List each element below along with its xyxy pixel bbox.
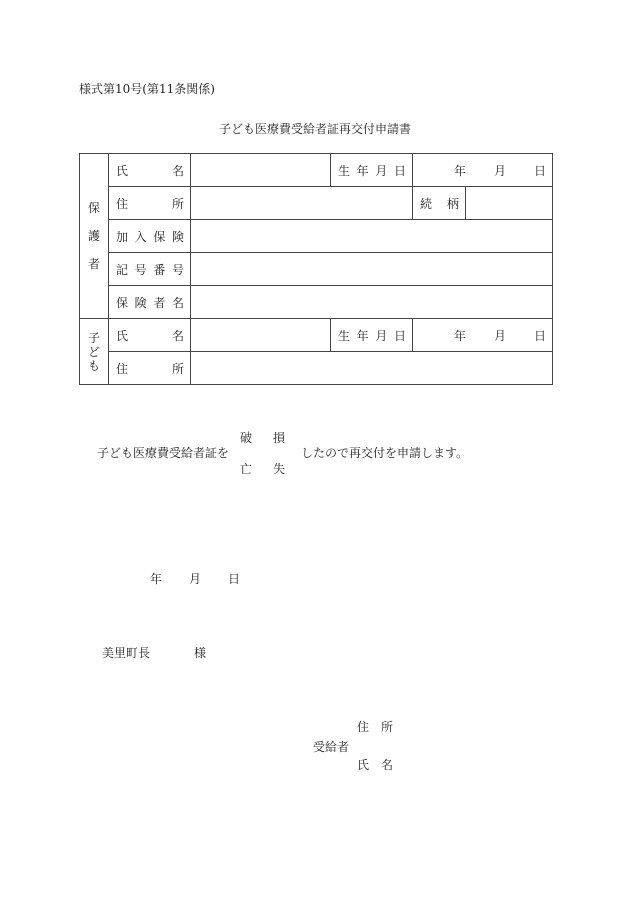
insured-name-label: 保 険 者 名	[109, 286, 191, 319]
insured-name-row	[80, 286, 553, 319]
option-loss[interactable]: 亡 失	[240, 462, 286, 476]
addressee: 美里町長 様	[102, 646, 207, 660]
applicant-name-label: 氏 名	[357, 758, 394, 772]
applicant-address-label: 住 所	[357, 720, 394, 734]
child-birthdate-label: 生 年 月 日	[331, 319, 413, 352]
relationship-label: 続 柄	[413, 187, 466, 220]
form-title: 子ども医療費受給者証再交付申請書	[218, 122, 411, 136]
guardian-birthdate-field[interactable]: 年 月 日	[413, 154, 553, 187]
relationship-field[interactable]	[466, 187, 553, 220]
child-birthdate-field[interactable]: 年 月 日	[413, 319, 553, 352]
recipient-label: 受給者	[313, 740, 350, 754]
child-name-field[interactable]	[191, 319, 331, 352]
guardian-side-label: 保 護 者	[80, 154, 109, 319]
symbol-number-label: 記 号 番 号	[109, 253, 191, 286]
statement-suffix: したので再交付を申請します。	[301, 446, 469, 460]
insurance-row	[80, 220, 553, 253]
guardian-address-label: 住 所	[109, 187, 191, 220]
child-address-label: 住 所	[109, 352, 191, 385]
guardian-address-field[interactable]	[191, 187, 413, 220]
guardian-address-row	[80, 187, 553, 220]
form-number: 様式第10号(第11条関係)	[79, 82, 215, 96]
guardian-birthdate-label: 生 年 月 日	[331, 154, 413, 187]
child-side-label: 子 ど も	[80, 319, 109, 385]
guardian-name-field[interactable]	[191, 154, 331, 187]
statement-prefix: 子ども医療費受給者証を	[97, 446, 230, 460]
symbol-number-field[interactable]	[191, 253, 553, 286]
application-date: 年 月 日	[150, 572, 241, 586]
child-address-field[interactable]	[191, 352, 553, 385]
child-address-row	[80, 352, 553, 385]
insured-name-field[interactable]	[191, 286, 553, 319]
application-table	[79, 153, 553, 385]
child-name-row	[80, 319, 553, 352]
guardian-name-row	[80, 154, 553, 187]
symbol-number-row	[80, 253, 553, 286]
insurance-field[interactable]	[191, 220, 553, 253]
option-damage[interactable]: 破 損	[240, 431, 286, 445]
child-name-label: 氏 名	[109, 319, 191, 352]
guardian-name-label: 氏 名	[109, 154, 191, 187]
insurance-label: 加 入 保 険	[109, 220, 191, 253]
